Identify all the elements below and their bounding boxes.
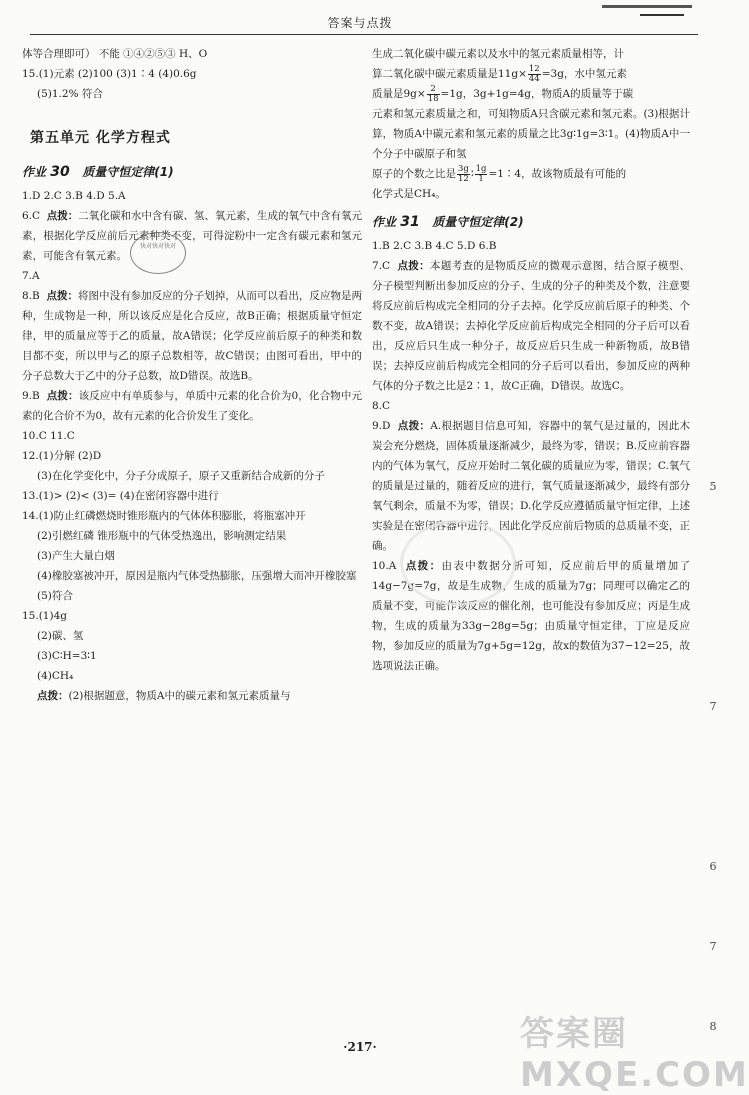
header-decoration (602, 5, 692, 8)
watermark-ghost (400, 520, 516, 606)
dianbo-label: 点拨： (46, 290, 79, 302)
answer-15-cont: (5)1.2% 符合 (37, 88, 103, 100)
edge-mark: 7 (709, 700, 717, 713)
answer-7: 7.C 点拨：本题考查的是物质反应的微观示意图，结合原子模型、分子模型判断出参加反应的分子、生成的分子的种类及个数，注意要将反应前后构成完全相同的分子去掉。化学反应前后原子的种类、个数不变，故A错误；去掉化学反应前后构成完全相同的分子后可以看出，反应后只生成一种分子，故反应后只生成一种新物质，故B错误；去掉反应前后构成完全相同的分子后可以看出，参加反应的两种气体的分子数之比是2∶1，故C正确，D错误。故选C。 (372, 260, 690, 392)
edge-mark: 5 (709, 480, 717, 493)
fraction: $\frac{12}{44}$ (528, 63, 540, 84)
answer-14-3: (3)产生大量白烟 (37, 550, 115, 562)
answer-8: 8.B 点拨：将图中没有参加反应的分子划掉，从而可以看出，反应物是两种，生成物是一种，所以该反应是化合反应，故B正确；根据质量守恒定律，甲的质量应等于乙的质量，故A错误；化学反应前后原子的种类和数目都不变，所以甲与乙的原子总数相等，故C错误；由图可看出，甲中的分子总数大于乙中的分子总数，故D错误。故选B。 (22, 290, 362, 382)
dianbo-label: 点拨： (46, 390, 79, 402)
answer-8: 8.C (372, 400, 391, 412)
text-line: 生成二氧化碳中碳元素以及水中的氢元素质量相等，计 (372, 48, 624, 60)
text-line: 体等合理即可） 不能 ①④②⑤③ H、O (22, 48, 208, 60)
dianbo-label: 点拨： (37, 690, 69, 702)
edge-mark: 7 (709, 940, 717, 953)
answer-12: 12.(1)分解 (2)D (22, 450, 102, 462)
answer-9: 9.B 点拨：该反应中有单质参与，单质中元素的化合价为0，化合物中元素的化合价不为0，故有元素的化合价发生了变化。 (22, 390, 363, 422)
fraction: $\frac{2}{18}$ (427, 83, 439, 104)
answer-15-note: 点拨：(2)根据题意，物质A中的碳元素和氢元素质量与 (37, 690, 291, 702)
dianbo-label: 点拨： (397, 260, 430, 272)
text-paragraph: 元素和氢元素质量之和，可知物质A只含碳元素和氢元素。(3)根据计算，物质A中碳元素和氢元素的质量之比3g∶1g=3∶1。(4)物质A中一个分子中碳原子和氢 (372, 108, 690, 160)
answers-1-6: 1.B 2.C 3.B 4.C 5.D 6.B (372, 240, 497, 252)
text-line-fraction: 质量是9g× $\frac{2}{18}$ =1g，3g+1g=4g，物质A的质量等于碳 (372, 83, 634, 104)
page-number: ·217· (343, 1040, 377, 1054)
answer-12-3: (3)在化学变化中，分子分成原子，原子又重新结合成新的分子 (37, 470, 325, 482)
homework-31-title: 作业 31 质量守恒定律(2) (372, 214, 524, 230)
header-decoration-line (640, 14, 684, 20)
answers-1-5: 1.D 2.C 3.B 4.D 5.A (22, 190, 126, 202)
answer-7: 7.A (22, 270, 40, 282)
left-column (22, 44, 362, 706)
dianbo-label: 点拨： (46, 210, 79, 222)
answer-9: 9.D 点拨：A.根据题目信息可知，容器中的氧气是过量的，因此木炭会充分燃烧，固体质量逐渐减少，最终为零，错误；B.反应前容器内的气体为氧气，反应开始时二氧化碳的质量应为零，错误；C.氧气的质量是过量的，随着反应的进行，氧气质量逐渐减少，最终有部分氧气剩余，质量不为零，错误；D.化学反应遵循质量守恒定律，上述实验是在密闭容器中进行，因此化学反应前后物质的总质量不变，正确。 (372, 420, 691, 552)
text-line: 化学式是CH₄。 (372, 188, 446, 200)
unit-title: 第五单元 化学方程式 (30, 130, 171, 146)
edge-mark: 6 (709, 860, 717, 873)
header-rule (30, 34, 698, 35)
dianbo-label: 点拨： (405, 560, 442, 572)
stamp-image: 快对快对快对 (130, 232, 186, 274)
answer-10: 10.A 点拨：由表中数据分析可知，反应前后甲的质量增加了14g−7g=7g，故是生成物，生成的质量为7g；同理可以确定乙的质量不变，可能作该反应的催化剂，也可能没有参加反应；丙是生成物，生成的质量为33g−28g=5g；由质量守恒定律，丁应是反应物，参加反应的质量为7g+5g=12g，故x的数值为37−12=25，故选项说法正确。 (372, 560, 691, 672)
fraction: $\frac{3g}{12}$ (458, 163, 469, 184)
answer-15-1: 15.(1)4g (22, 610, 67, 622)
answer-14-1: 14.(1)防止红磷燃烧时锥形瓶内的气体体积膨胀，将瓶塞冲开 (22, 510, 306, 522)
answer-15-3: (3)C∶H=3∶1 (37, 650, 97, 662)
answer-14-2: (2)引燃红磷 锥形瓶中的气体受热逸出，影响测定结果 (37, 530, 287, 542)
page-header: 答案与点拨 (327, 16, 393, 30)
answer-13: 13.(1)> (2)< (3)= (4)在密闭容器中进行 (22, 490, 219, 502)
answer-6: 6.C 点拨：二氧化碳和水中含有碳、氢、氧元素，生成的氧气中含有氧元素，根据化学反应前后元素种类不变，可得淀粉中一定含有碳元素和氢元素，可能含有氧元素。 (22, 210, 363, 262)
dianbo-label: 点拨： (397, 420, 431, 432)
answer-15-2: (2)碳、氢 (37, 630, 84, 642)
fraction: $\frac{1g}{1}$ (475, 163, 487, 184)
answer-15-4: (4)CH₄ (37, 670, 74, 682)
homework-30-title: 作业 30 质量守恒定律(1) (22, 164, 174, 180)
answer-14-5: (5)符合 (37, 590, 73, 602)
text-line-fraction: 原子的个数之比是 $\frac{3g}{12}$ ∶ $\frac{1g}{1}$ =1∶4，故该物质最有可能的 (372, 163, 627, 184)
answer-10-11: 10.C 11.C (22, 430, 75, 442)
answer-15: 15.(1)元素 (2)100 (3)1∶4 (4)0.6g (22, 68, 197, 80)
answer-14-4: (4)橡胶塞被冲开，原因是瓶内气体受热膨胀，压强增大而冲开橡胶塞 (37, 570, 357, 582)
watermark: 答案圈 MXQE.COM (520, 1014, 749, 1095)
text-line-fraction: 算二氧化碳中碳元素质量是11g× $\frac{12}{44}$ =3g，水中氢元素 (372, 63, 627, 84)
edge-mark: 8 (709, 1020, 717, 1033)
